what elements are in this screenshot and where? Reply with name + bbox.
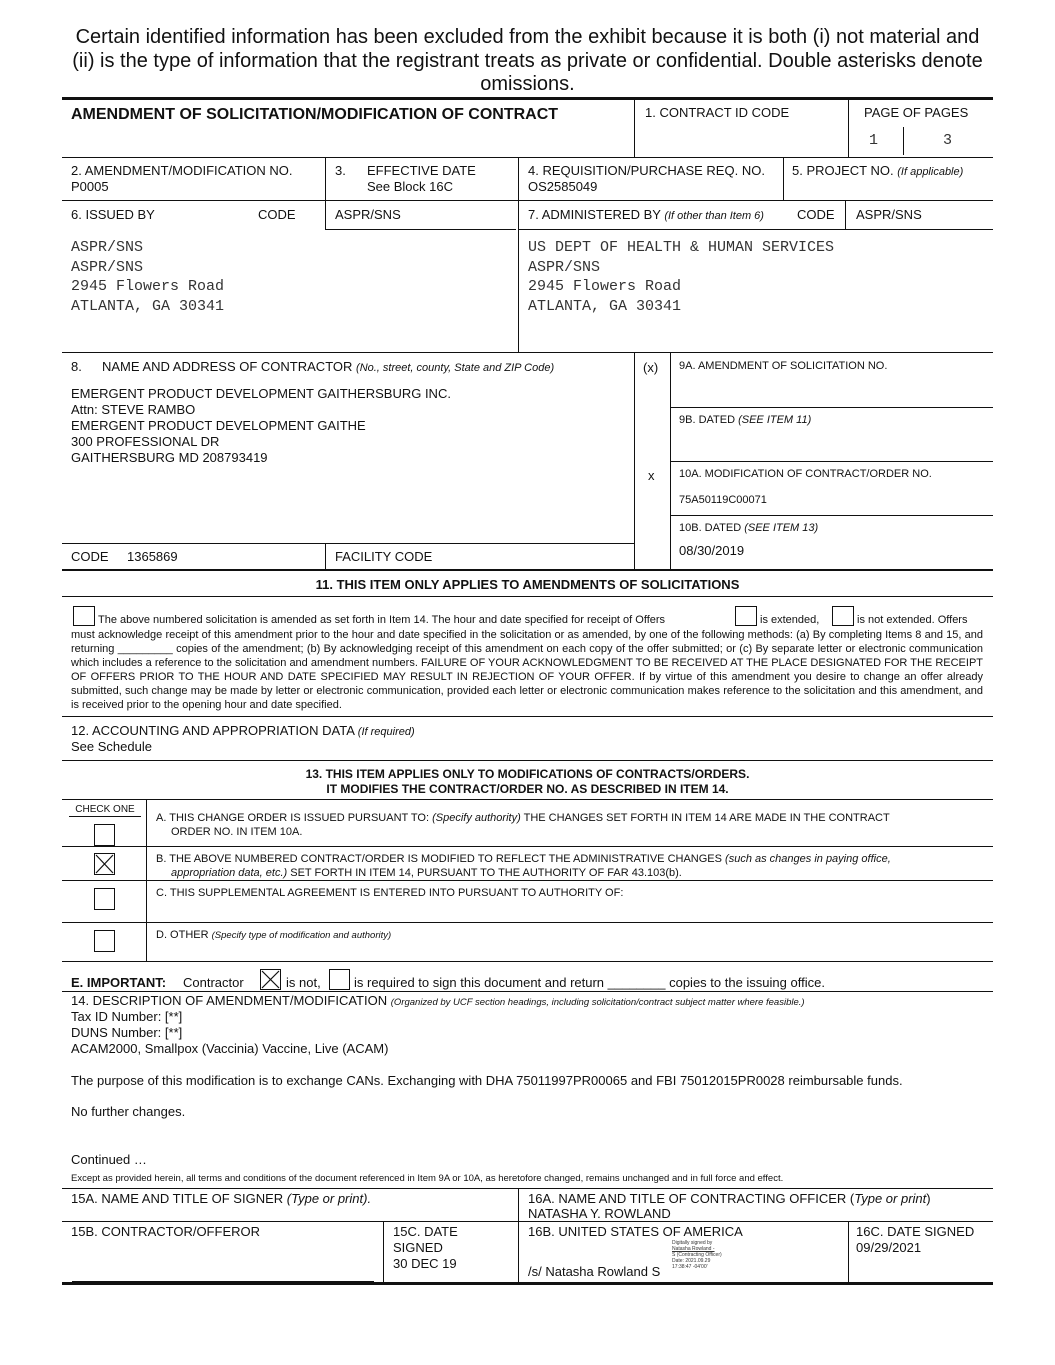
digital-sig-line-4: Date: 2021.09.29	[672, 1258, 711, 1264]
administered-by-address-2: ASPR/SNS	[528, 258, 601, 276]
page-of-pages-label: PAGE OF PAGES	[864, 105, 969, 120]
administered-by-code: ASPR/SNS	[856, 207, 922, 222]
item13d-label: D. OTHER	[156, 929, 209, 941]
date-signed-16c-value: 09/29/2021	[856, 1240, 922, 1255]
item12-value: See Schedule	[71, 739, 152, 754]
digital-sig-line-1: Digitally signed by	[672, 1240, 713, 1246]
form-bottom-rule	[62, 1282, 993, 1285]
item14-label-text: 14. DESCRIPTION OF AMENDMENT/MODIFICATION	[71, 993, 388, 1008]
item13b-post: SET FORTH IN ITEM 14, PURSUANT TO THE AUTHORITY OF FAR 43.103(b).	[290, 867, 682, 879]
issued-by-address-3: 2945 Flowers Road	[71, 278, 225, 295]
item14-note: (Organized by UCF section headings, including solicitation/contract subject matter where feasible.)	[390, 997, 805, 1008]
x-column-label: (x)	[643, 360, 659, 375]
item13-heading-2: IT MODIFIES THE CONTRACT/ORDER NO. AS DESCRIBED IN ITEM 14.	[326, 782, 729, 796]
product-line: ACAM2000, Smallpox (Vaccinia) Vaccine, Live (ACAM)	[71, 1041, 389, 1056]
date-signed-15c-value: 30 DEC 19	[393, 1256, 457, 1271]
contracting-officer-name: NATASHA Y. ROWLAND	[528, 1206, 671, 1221]
dated-9b-label	[679, 413, 811, 427]
digital-signature-stamp	[672, 1240, 722, 1270]
contracting-officer-label-text: 16A. NAME AND TITLE OF CONTRACTING OFFICER (	[528, 1191, 855, 1206]
signer-name-label-text: 15A. NAME AND TITLE OF SIGNER	[71, 1191, 284, 1206]
administered-by-note: (If other than Item 6)	[664, 210, 764, 222]
form-title: AMENDMENT OF SOLICITATION/MODIFICATION OF CONTRACT	[71, 106, 559, 123]
contractor-line-2: Attn: STEVE RAMBO	[71, 402, 196, 417]
item13b-note: (such as changes in paying office,	[725, 853, 891, 865]
modification-contract-value: 75A50119C00071	[679, 494, 767, 506]
administered-by-address-4: ATLANTA, GA 30341	[528, 297, 682, 315]
administered-by-address-1: US DEPT OF HEALTH & HUMAN SERVICES	[528, 239, 835, 256]
contractor-label-text: NAME AND ADDRESS OF CONTRACTOR	[102, 359, 353, 374]
modification-contract-label: 10A. MODIFICATION OF CONTRACT/ORDER NO.	[679, 468, 932, 480]
important-label: E. IMPORTANT:	[71, 975, 167, 990]
issued-by-code-label: CODE	[258, 207, 296, 222]
dated-10b-label	[679, 521, 818, 535]
item13d-checkbox[interactable]	[94, 930, 115, 952]
item11-not-extended-label: is not extended. Offers	[857, 614, 968, 626]
amendment-solicitation-label: 9A. AMENDMENT OF SOLICITATION NO.	[679, 360, 888, 372]
project-no-label	[792, 163, 963, 180]
item12-label-text: 12. ACCOUNTING AND APPROPRIATION DATA	[71, 723, 355, 738]
item12-label	[71, 723, 415, 740]
item13a-checkbox[interactable]	[94, 824, 115, 846]
effective-date-num: 3.	[335, 163, 346, 178]
administered-by-code-label: CODE	[797, 207, 835, 222]
item11-not-extended-checkbox[interactable]	[832, 606, 854, 626]
item12-note: (If required)	[357, 726, 415, 738]
item13d-note: (Specify type of modification and authority)	[211, 930, 392, 941]
administered-by-text: 7. ADMINISTERED BY	[528, 207, 661, 222]
requisition-value: OS2585049	[528, 179, 598, 194]
item13a-line-2: ORDER NO. IN ITEM 10A.	[171, 826, 303, 838]
item11-first-line: The above numbered solicitation is amended as set forth in Item 14. The hour and date specified for receipt of Offers	[98, 614, 666, 626]
issued-by-label: 6. ISSUED BY	[71, 207, 155, 222]
project-no-note: (If applicable)	[897, 166, 964, 178]
contract-id-label: 1. CONTRACT ID CODE	[645, 105, 790, 120]
contractor-line-3: EMERGENT PRODUCT DEVELOPMENT GAITHE	[71, 418, 366, 433]
is-not-checkbox[interactable]	[260, 969, 281, 990]
item13b-text	[156, 852, 891, 866]
important-rest: is required to sign this document and return ________ copies to the issuing office.	[354, 975, 825, 990]
check-one-label: CHECK ONE	[75, 804, 135, 815]
administered-by-address-3: 2945 Flowers Road	[528, 278, 682, 295]
requisition-label: 4. REQUISITION/PURCHASE REQ. NO.	[528, 163, 765, 178]
dated-10b-note: (SEE ITEM 13)	[744, 522, 819, 534]
administered-by-label	[528, 207, 764, 224]
item13b-line-2	[171, 866, 682, 880]
contractor-line-5: GAITHERSBURG MD 208793419	[71, 450, 268, 465]
item13c-text: C. THIS SUPPLEMENTAL AGREEMENT IS ENTERED INTO PURSUANT TO AUTHORITY OF:	[156, 887, 624, 899]
contractor-num: 8.	[71, 359, 82, 374]
item13d-text	[156, 928, 391, 943]
item13c-checkbox[interactable]	[94, 888, 115, 910]
contracting-officer-close: )	[926, 1191, 931, 1206]
header-notice: Certain identified information has been excluded from the exhibit because it is both (i) not material and (ii) is the type of information that the registrant treats as private or confidential. Double asterisks denote omissions.	[72, 26, 983, 95]
continued-text: Continued …	[71, 1152, 147, 1167]
item13-heading-1: 13. THIS ITEM APPLIES ONLY TO MODIFICATIONS OF CONTRACTS/ORDERS.	[305, 767, 750, 781]
digital-sig-line-2: Natasha Rowland -	[672, 1246, 715, 1252]
effective-date-value: See Block 16C	[367, 179, 453, 194]
date-signed-15c-label-1: 15C. DATE	[393, 1224, 458, 1239]
amendment-no-value: P0005	[71, 179, 109, 194]
item11-extended-label: is extended,	[760, 614, 820, 626]
contractor-code-label: CODE	[71, 549, 109, 564]
contractor-code-value: 1365869	[127, 549, 178, 564]
signer-name-note: (Type or print).	[286, 1191, 372, 1206]
dated-9b-text: 9B. DATED	[679, 414, 736, 426]
facility-code-label: FACILITY CODE	[335, 549, 433, 564]
is-required-checkbox[interactable]	[329, 969, 350, 990]
except-text: Except as provided herein, all terms and conditions of the document referenced in Item 9A or 10A, as heretofore changed, remains unchanged and in full force and effect.	[71, 1173, 784, 1184]
item13b-note-2: appropriation data, etc.)	[171, 867, 288, 879]
contracting-officer-signature: /s/ Natasha Rowland S	[528, 1264, 661, 1279]
form-top-rule	[62, 97, 993, 100]
contractor-offeror-label: 15B. CONTRACTOR/OFFEROR	[71, 1224, 261, 1239]
issued-by-address-2: ASPR/SNS	[71, 258, 144, 276]
total-pages: 3	[943, 132, 953, 149]
item13a-pre: A. THIS CHANGE ORDER IS ISSUED PURSUANT TO:	[156, 812, 430, 824]
contractor-label	[102, 359, 554, 376]
digital-sig-line-3: S (Contracting Officer)	[672, 1252, 722, 1258]
date-signed-16c-label: 16C. DATE SIGNED	[856, 1224, 975, 1239]
duns-number: DUNS Number: [**]	[71, 1025, 183, 1040]
page-number: 1	[869, 132, 879, 149]
important-is-not: is not,	[286, 975, 321, 990]
contracting-officer-label	[528, 1191, 931, 1207]
dated-9b-note: (SEE ITEM 11)	[738, 414, 812, 426]
item11-body: must acknowledge receipt of this amendment prior to the hour and date specified in the solicitation or as amended, by one of the following methods: (a) By completing Items 8 and 15, and returning _________ copies of the amendment; (b) By acknowledging receipt of this amendment on each copy of the offer submitted; or (c) By separate letter or electronic communication which includes a reference to the solicitation and amendment numbers. FAILURE OF YOUR ACKNOWLEDGMENT TO BE RECEIVED AT THE PLACE DESIGNATED FOR THE RECEIPT OF OFFERS PRIOR TO THE HOUR AND DATE SPECIFIED MAY RESULT IN REJECTION OF YOUR OFFER. If by virtue of this amendment you desire to change an offer already submitted, such change may be made by letter or electronic communication, provided each letter or electronic communication makes reference to the solicitation and this amendment, and is received prior to the opening hour and date specified.	[71, 629, 983, 711]
dated-10b-value: 08/30/2019	[679, 543, 745, 558]
important-contractor: Contractor	[183, 975, 244, 990]
no-further-changes: No further changes.	[71, 1104, 186, 1119]
effective-date-label: EFFECTIVE DATE	[367, 163, 476, 178]
usa-label: 16B. UNITED STATES OF AMERICA	[528, 1224, 743, 1239]
issued-by-code: ASPR/SNS	[335, 207, 401, 222]
project-no-text: 5. PROJECT NO.	[792, 163, 894, 178]
x-mark-icon	[95, 854, 114, 874]
signer-name-label	[71, 1191, 371, 1207]
contractor-label-note: (No., street, county, State and ZIP Code)	[356, 362, 555, 374]
issued-by-address-4: ATLANTA, GA 30341	[71, 297, 225, 315]
x-mark-icon	[261, 970, 280, 989]
amendment-no-label: 2. AMENDMENT/MODIFICATION NO.	[71, 163, 293, 178]
contractor-line-1: EMERGENT PRODUCT DEVELOPMENT GAITHERSBURG INC.	[71, 386, 451, 401]
item13a-text	[156, 811, 890, 825]
item13b-pre: B. THE ABOVE NUMBERED CONTRACT/ORDER IS MODIFIED TO REFLECT THE ADMINISTRATIVE CHANGES	[156, 853, 722, 865]
purpose-text: The purpose of this modification is to exchange CANs. Exchanging with DHA 75011997PR00065 and FBI 75012015PR0028 reimbursable funds.	[71, 1073, 903, 1088]
issued-by-address-1: ASPR/SNS	[71, 239, 144, 256]
digital-sig-line-5: 17:38:47 -04'00'	[672, 1264, 708, 1270]
item13a-authority-note: (Specify authority)	[432, 812, 521, 824]
item11-amended-checkbox[interactable]	[73, 606, 95, 626]
tax-id: Tax ID Number: [**]	[71, 1009, 183, 1024]
item13b-checkbox[interactable]	[94, 853, 115, 875]
modification-checked-mark: x	[648, 468, 655, 483]
item11-heading: 11. THIS ITEM ONLY APPLIES TO AMENDMENTS OF SOLICITATIONS	[315, 577, 740, 592]
item11-extended-checkbox[interactable]	[735, 606, 757, 626]
date-signed-15c-label-2: SIGNED	[393, 1240, 443, 1255]
dated-10b-text: 10B. DATED	[679, 522, 742, 534]
item13a-post: THE CHANGES SET FORTH IN ITEM 14 ARE MADE IN THE CONTRACT	[523, 812, 890, 824]
contracting-officer-note: Type or print	[854, 1191, 927, 1206]
contractor-line-4: 300 PROFESSIONAL DR	[71, 434, 220, 449]
